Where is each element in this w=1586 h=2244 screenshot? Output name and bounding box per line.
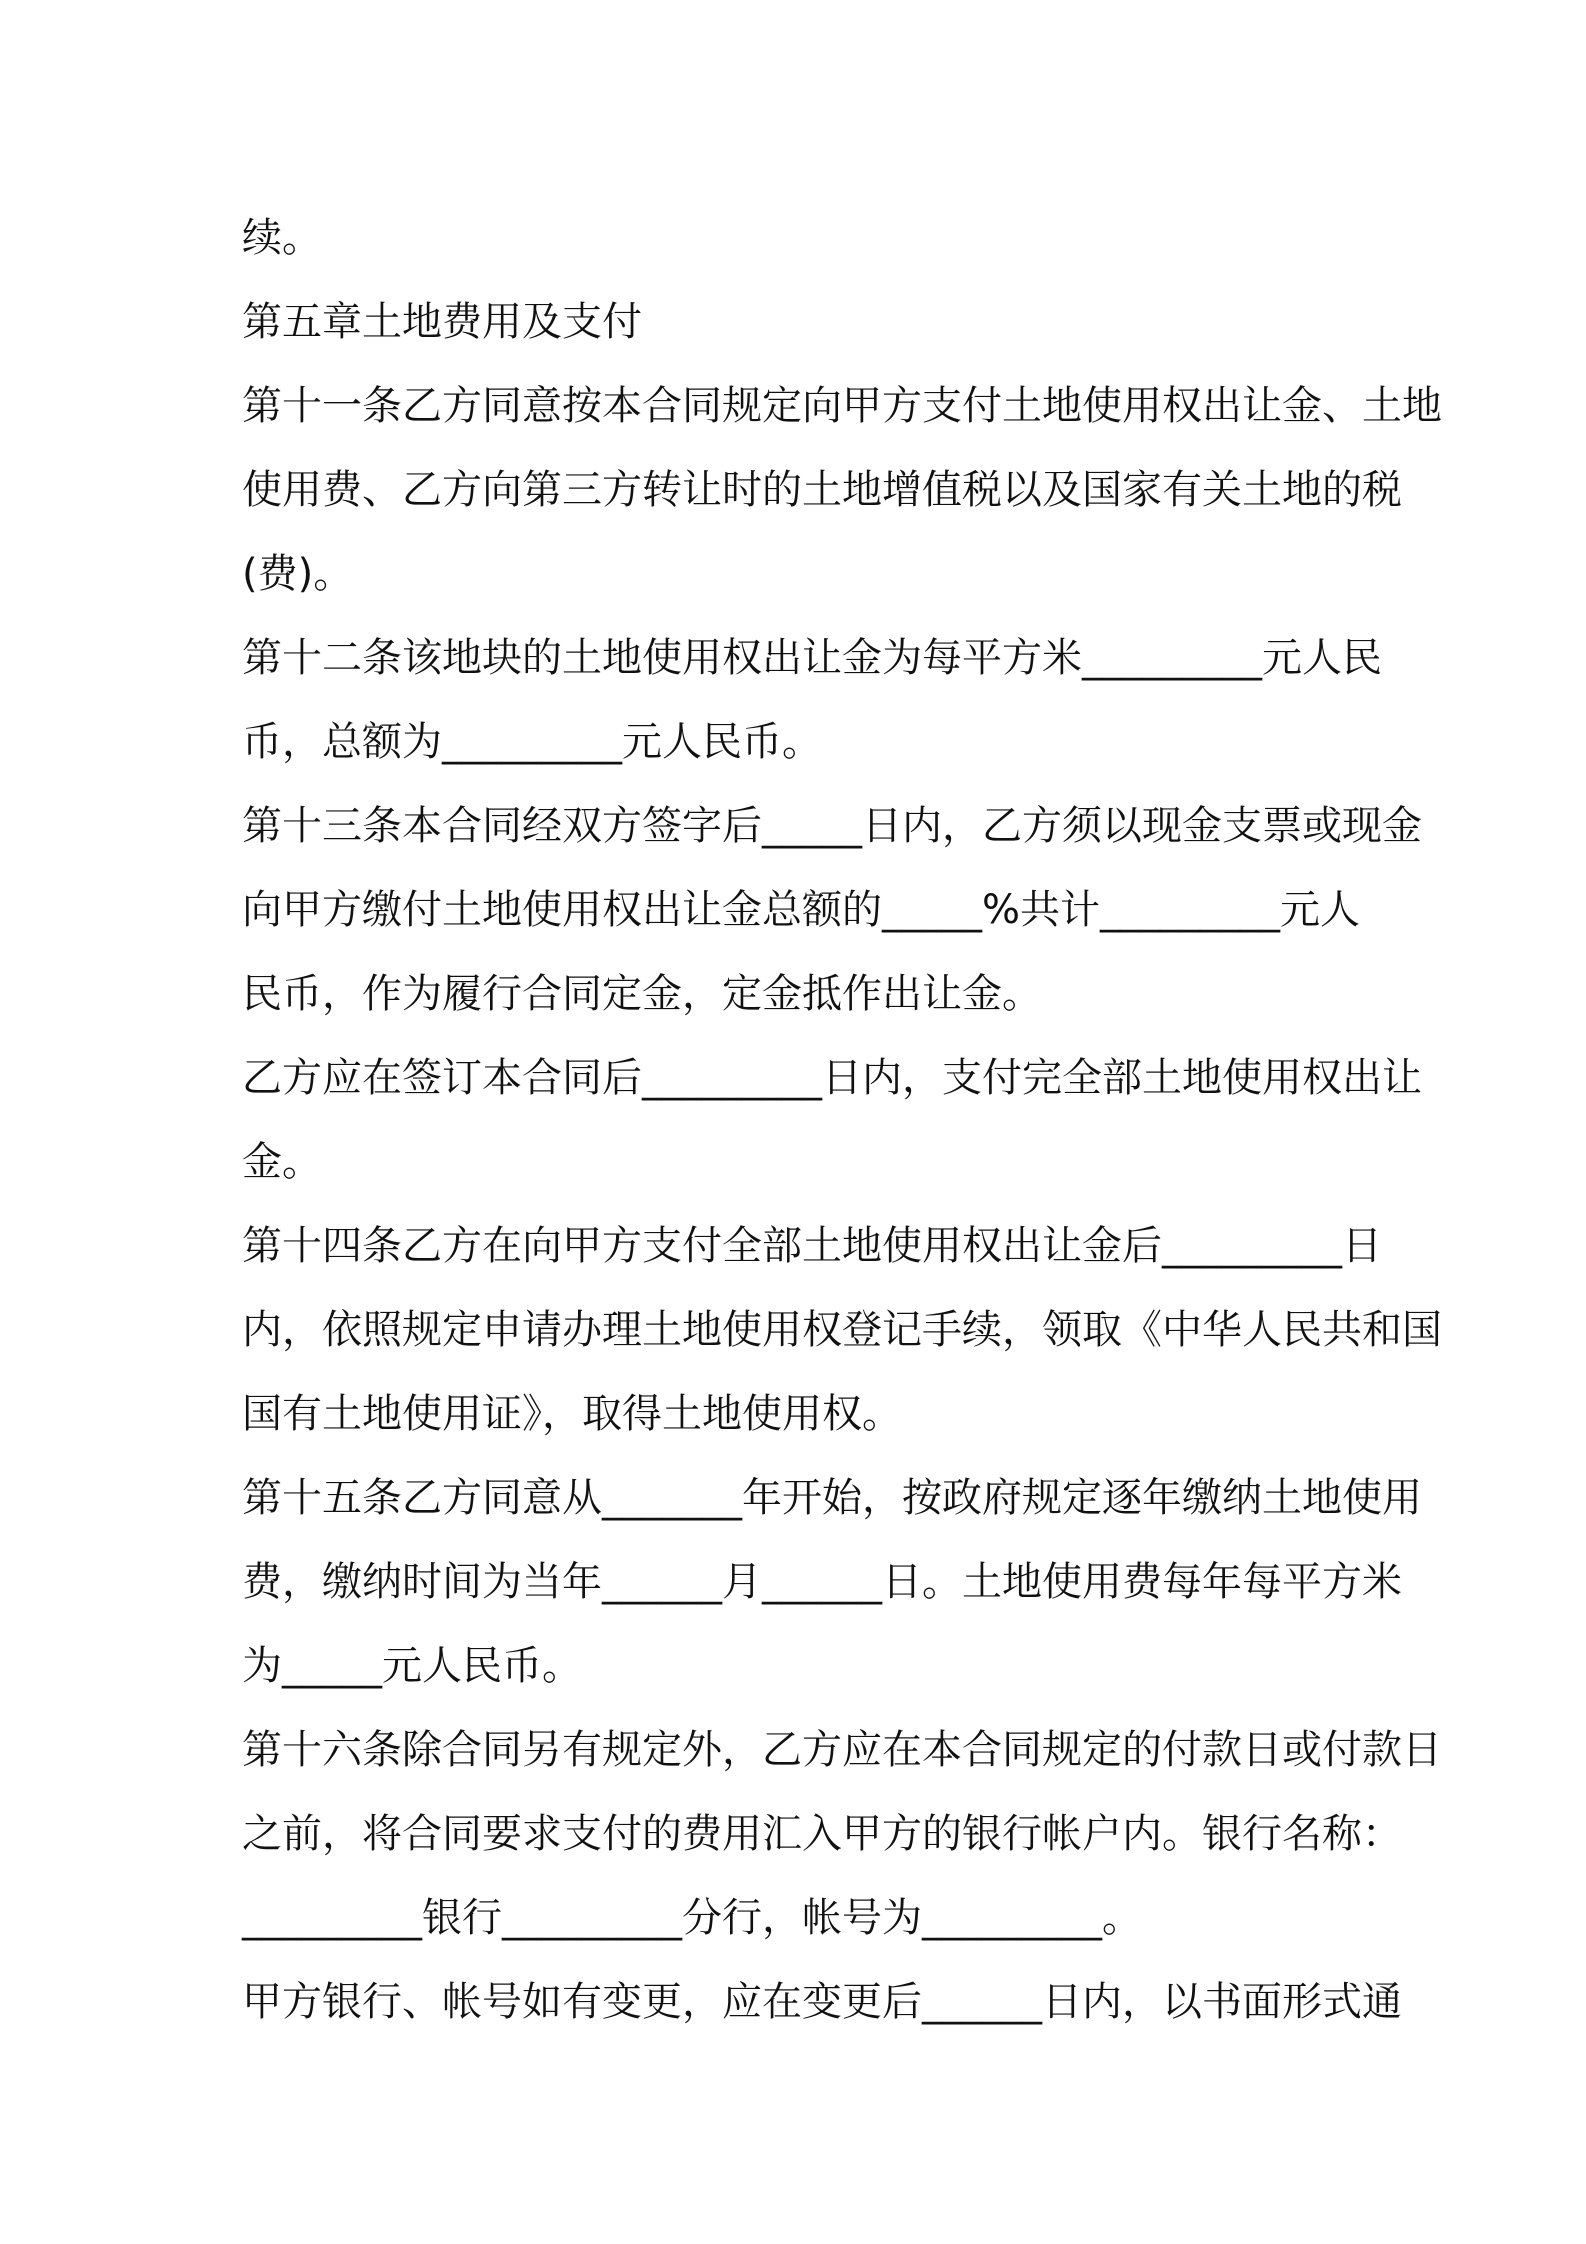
document-body <box>242 196 1442 2044</box>
text-line: 民币，作为履行合同定金，定金抵作出让金。 <box>242 971 1042 1017</box>
text-line: 第十五条乙方同意从_______年开始，按政府规定逐年缴纳土地使用 <box>242 1475 1422 1521</box>
text-line: 之前，将合同要求支付的费用汇入甲方的银行帐户内。银行名称： <box>242 1811 1402 1857</box>
text-line: 为_____元人民币。 <box>242 1643 582 1689</box>
text-line: (费)。 <box>242 551 354 597</box>
text-line: 国有土地使用证》，取得土地使用权。 <box>242 1391 902 1437</box>
text-line: _________银行_________分行，帐号为_________。 <box>242 1895 1142 1941</box>
text-line: 向甲方缴付土地使用权出让金总额的_____%共计_________元人 <box>242 887 1361 933</box>
text-line: 第十一条乙方同意按本合同规定向甲方支付土地使用权出让金、土地 <box>242 383 1442 429</box>
text-line: 金。 <box>242 1139 322 1185</box>
text-line: 第十四条乙方在向甲方支付全部土地使用权出让金后_________日 <box>242 1223 1382 1269</box>
text-line: 币，总额为_________元人民币。 <box>242 719 822 765</box>
chapter-heading: 第五章土地费用及支付 <box>242 299 642 345</box>
text-line: 第十三条本合同经双方签字后_____日内，乙方须以现金支票或现金 <box>242 803 1422 849</box>
text-line: 内，依照规定申请办理土地使用权登记手续，领取《中华人民共和国 <box>242 1307 1442 1353</box>
text-line: 甲方银行、帐号如有变更，应在变更后______日内，以书面形式通 <box>242 1979 1402 2025</box>
text-line: 第十六条除合同另有规定外，乙方应在本合同规定的付款日或付款日 <box>242 1727 1442 1773</box>
text-line: 费，缴纳时间为当年______月______日。土地使用费每年每平方米 <box>242 1559 1402 1605</box>
text-line: 乙方应在签订本合同后_________日内，支付完全部土地使用权出让 <box>242 1055 1422 1101</box>
text-line: 使用费、乙方向第三方转让时的土地增值税以及国家有关土地的税 <box>242 467 1402 513</box>
text-line: 续。 <box>242 215 322 261</box>
text-line: 第十二条该地块的土地使用权出让金为每平方米_________元人民 <box>242 635 1382 681</box>
